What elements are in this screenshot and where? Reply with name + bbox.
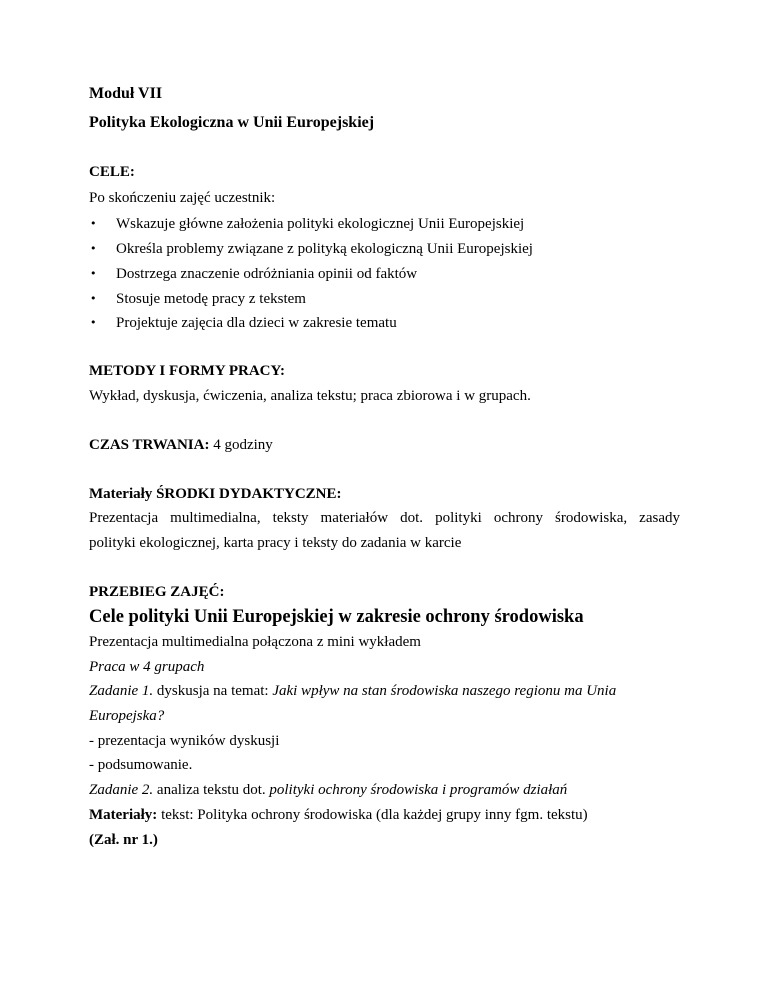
task2-label: Zadanie 2. [89, 782, 154, 798]
module-title: Polityka Ekologiczna w Unii Europejskiej [89, 114, 375, 131]
bullet-icon: • [90, 242, 97, 255]
bullet-icon: • [90, 292, 97, 305]
bullet-icon: • [90, 267, 97, 280]
task2-line [89, 781, 567, 799]
task1-question: Jaki wpływ na stan środowiska naszego regionu ma Unia [272, 683, 617, 699]
goals-bullet-text: Określa problemy związane z polityką ekologiczną Unii Europejskiej [116, 241, 533, 257]
task2-materials-line [89, 806, 588, 824]
course-presentation: Prezentacja multimedialna połączona z mini wykładem [89, 634, 421, 650]
task1-label: Zadanie 1. [89, 683, 154, 699]
methods-text: Wykład, dyskusja, ćwiczenia, analiza tekstu; praca zbiorowa i w grupach. [89, 388, 531, 404]
duration-line [89, 436, 273, 454]
goals-heading: CELE: [89, 164, 135, 180]
methods-heading: METODY I FORMY PRACY: [89, 363, 285, 379]
bullet-icon: • [90, 217, 97, 230]
module-number: Moduł VII [89, 85, 163, 102]
dash-item-results: - prezentacja wyników dyskusji [89, 733, 280, 749]
task2-text: analiza tekstu dot. [153, 782, 270, 798]
course-section-title: Cele polityki Unii Europejskiej w zakresie ochrony środowiska [89, 607, 584, 627]
task2-topic: polityki ochrony środowiska i programów działań [269, 782, 568, 798]
materials-line-1: Prezentacja multimedialna, teksty materiałów dot. polityki ochrony środowiska, zasady [89, 510, 680, 526]
duration-label: CZAS TRWANIA: [89, 437, 210, 453]
materials-heading [89, 485, 342, 503]
materials-label-bold: ŚRODKI DYDAKTYCZNE: [156, 486, 342, 502]
task1-text: dyskusja na temat: [153, 683, 273, 699]
goals-bullet-text: Projektuje zajęcia dla dzieci w zakresie tematu [116, 315, 397, 331]
task2-materials-label: Materiały: [89, 807, 158, 823]
duration-value: 4 godziny [209, 437, 273, 453]
dash-item-summary: - podsumowanie. [89, 757, 193, 773]
materials-label-plain: Materiały [89, 486, 157, 502]
materials-line-2: polityki ekologicznej, karta pracy i teksty do zadania w karcie [89, 535, 462, 551]
goals-bullet-text: Stosuje metodę pracy z tekstem [116, 291, 306, 307]
task2-materials-text: tekst: Polityka ochrony środowiska (dla każdej grupy inny fgm. tekstu) [157, 807, 588, 823]
task1-question-continued: Europejska? [89, 708, 165, 724]
goals-bullet-text: Dostrzega znaczenie odróżniania opinii od faktów [116, 266, 418, 282]
goals-bullet-text: Wskazuje główne założenia polityki ekologicznej Unii Europejskiej [116, 216, 525, 232]
task1-line [89, 682, 616, 700]
course-heading: PRZEBIEG ZAJĘĆ: [89, 584, 225, 600]
goals-intro: Po skończeniu zajęć uczestnik: [89, 190, 276, 206]
bullet-icon: • [90, 316, 97, 329]
course-group-work: Praca w 4 grupach [89, 659, 205, 675]
attachment-reference: (Zał. nr 1.) [89, 832, 158, 848]
